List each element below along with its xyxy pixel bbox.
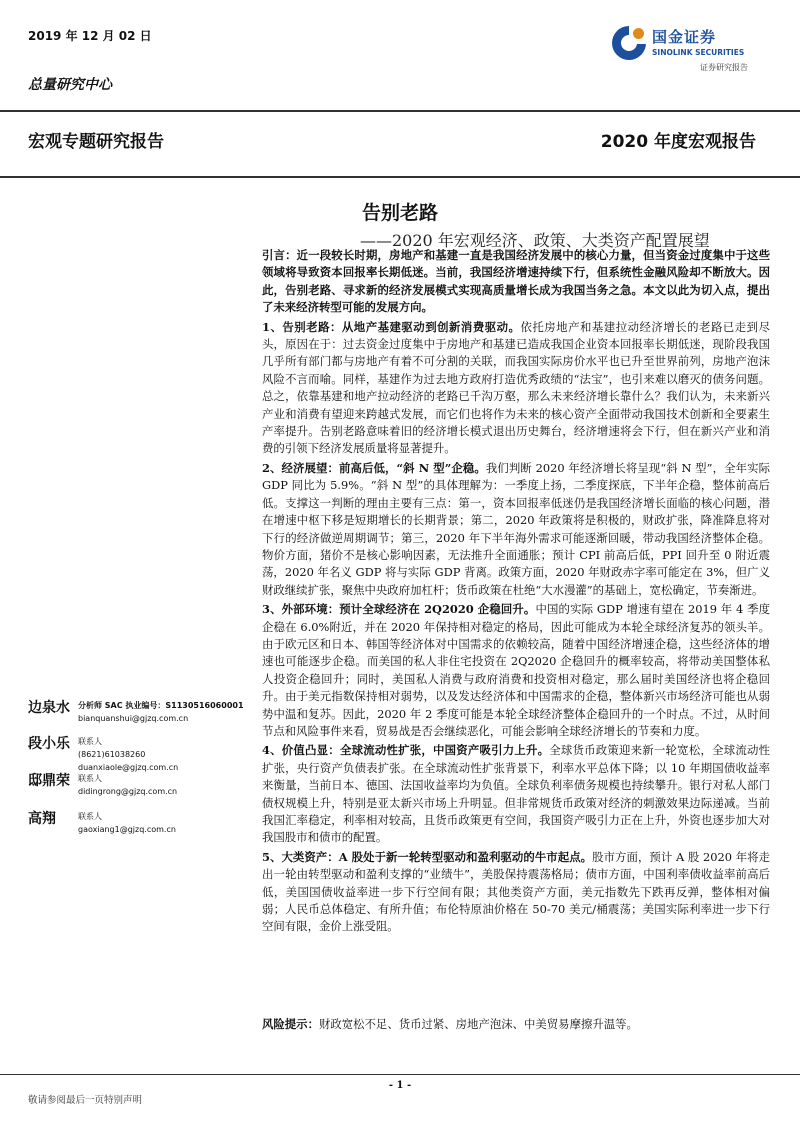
analyst-role: 分析师 SAC 执业编号：S1130516060001 <box>78 701 244 710</box>
analyst-role: 联系人 <box>78 812 102 821</box>
report-title: 告别老路 <box>361 202 438 224</box>
company-logo <box>612 24 772 68</box>
disclaimer-note: 敬请参阅最后一页特别声明 <box>28 1095 143 1106</box>
risk-warning <box>262 1016 770 1033</box>
section-heading: 5、大类资产：A 股处于新一轮转型驱动和盈利驱动的牛市起点。 <box>262 849 593 864</box>
section-text: 依托房地产和基建拉动经济增长的老路已走到尽头，原因在于：过去资金过度集中于房地产和基建已造成我国企业资本回报率长期低迷，现阶段我国几乎所有部门都与房地产有着不可分割的关联，而我国实际房价水平也已升至世界前列，房地产泡沫风险不言而喻。同样，基建作为过去地方政府打造优秀政绩的“法宝”，也引来难以磨灭的债务问题。总之，依靠基建和地产拉动经济的老路已千沟万壑，那么未来经济增长靠什么？我们认为，未来新兴产业和消费有望迎来跨越式发展，而它们也将作为未来的核心资产全面带动我国技术创新和全要素生产率提升。告别老路意味着旧的经济增长模式退出历史舞台，经济增速将会下行，但在新兴产业和消费的引领下经济发展质量将显著提升。 <box>262 319 770 456</box>
risk-text: 财政宽松不足、货币过紧、房地产泡沫、中美贸易摩擦升温等。 <box>318 1017 638 1031</box>
page-number: - 1 - <box>388 1080 412 1091</box>
logo-subtitle: 证券研究报告 <box>700 63 748 72</box>
section-heading: 1、告别老路：从地产基建驱动到创新消费驱动。 <box>262 319 521 334</box>
header-divider-bottom <box>0 176 800 178</box>
analyst-info <box>78 810 268 836</box>
logo-text-en: SINOLINK SECURITIES <box>652 48 745 57</box>
analyst-name: 边泉水 <box>28 700 70 716</box>
analyst-name: 邸鼎荣 <box>28 773 70 789</box>
analyst-info <box>78 772 268 798</box>
analyst-role: 联系人 <box>78 774 102 783</box>
analyst-email[interactable]: bianquanshui@gjzq.com.cn <box>78 714 189 723</box>
section-paragraph <box>262 849 770 936</box>
section-paragraph <box>262 742 770 846</box>
section-text: 股市方面，预计 A 股 2020 年将走出一轮由转型驱动和盈利支撑的“业绩牛”，美股保持震荡格局；债市方面，中国利率债收益率前高后低，美国国债收益率进一步下行空间有限；其他类资产方面，美元指数先下跌再反弹，整体相对偏弱；人民币总体稳定、有所升值；布伦特原油价格在 50-70 美元/桶震荡；美国实际利率进一步下行空间有限，金价上涨受阻。 <box>262 849 771 934</box>
section-paragraph <box>262 319 770 458</box>
section-heading: 2、经济展望：前高后低，“斜 N 型”企稳。 <box>262 460 486 475</box>
section-text: 我们判断 2020 年经济增长将呈现“斜 N 型”，全年实际 GDP 同比为 5.9%。“斜 N 型”的具体理解为：一季度上扬，二季度探底，下半年企稳，整体前高后低。支撑这一判断的理由主要有三点：第一，资本回报率低迷仍是我国经济增长面临的核心问题，潜在增速中枢下移是短期增长的长期背景；第二，2020 年政策将是积极的，财政扩张，降准降息将对下行的经济做逆周期调节；第三，2020 年下半年海外需求可能逐渐回暖，带动我国经济整体企稳。物价方面，猪价不是核心影响因素，无法推升全面通胀；预计 CPI 前高后低，PPI 回升至 0 附近震荡，2020 年名义 GDP 将与实际 GDP 背离。政策方面，2020 年财政赤字率可能定在 3%，但广义财政继续扩张，聚焦中央政府加杠杆；货币政策在杜绝“大水漫灌”的基础上，宽松确定，节奏渐进。 <box>262 460 770 597</box>
analyst-role: 联系人 <box>78 737 102 746</box>
section-paragraph <box>262 460 770 599</box>
footer-divider <box>0 1074 800 1075</box>
analyst-name: 段小乐 <box>28 736 70 752</box>
section-paragraph <box>262 601 770 740</box>
logo-mark-icon <box>612 26 646 60</box>
analyst-name: 高翔 <box>28 811 56 827</box>
section-heading: 4、价值凸显：全球流动性扩张，中国资产吸引力上升。 <box>262 743 550 758</box>
analyst-phone: (8621)61038260 <box>78 750 146 759</box>
report-type: 宏观专题研究报告 <box>28 132 164 152</box>
intro-paragraph <box>262 247 770 317</box>
logo-text-cn: 国金证券 <box>652 28 717 46</box>
section-heading: 3、外部环境：预计全球经济在 2Q2020 企稳回升。 <box>262 602 536 617</box>
analyst-email[interactable]: gaoxiang1@gjzq.com.cn <box>78 825 176 834</box>
report-date: 2019 年 12 月 02 日 <box>28 29 152 43</box>
section-text: 全球货币政策迎来新一轮宽松，全球流动性扩张，央行资产负债表扩张。在全球流动性扩张背景下，利率水平总体下降；以 10 年期国债收益率来衡量，当前日本、德国、法国收益率均为负值。全球负利率债务规模也持续攀升。银行对私人部门债权规模上升，特别是亚太新兴市场上升明显。但非常规货币政策对经济的刺激效果边际递减。当前我国汇率稳定，利率相对较高，且货币政策更有空间，我国资产吸引力正在上升，外资也逐步加大对我国股市和债市的配置。 <box>262 743 770 845</box>
analyst-info <box>78 699 268 725</box>
analyst-email[interactable]: duanxiaole@gjzq.com.cn <box>78 763 179 772</box>
research-center: 总量研究中心 <box>28 77 112 93</box>
intro-label: 引言： <box>262 248 297 262</box>
report-body <box>262 247 770 936</box>
header-divider-top <box>0 110 800 112</box>
section-text: 中国的实际 GDP 增速有望在 2019 年 4 季度企稳在 6.0%附近，并在 2020 年保持相对稳定的格局，因此可能成为本轮全球经济复苏的领头羊。由于欧元区和日本、韩国等经济体对中国需求的依赖较高，随着中国经济增速企稳，这些经济体的增速也可能逐步企稳。而美国的私人非住宅投资在 2Q2020 企稳回升的概率较高，将带动美国整体私人投资企稳回升；同时，美国私人消费与政府消费和投资相对稳定，那么届时美国经济也将企稳回升。由于美元指数保持相对弱势，以及发达经济体和中国需求的企稳，整体新兴市场经济可能也从弱势中温和复苏。因此，2020 年 2 季度可能是本轮全球经济整体企稳回升的一个时点。不过，从时间节点和风险事件来看，贸易战是否会继续恶化，可能会影响全球经济增长的节奏和力度。 <box>262 602 770 738</box>
report-year-label: 2020 年度宏观报告 <box>600 132 756 152</box>
intro-text: 近一段较长时期，房地产和基建一直是我国经济发展中的核心力量，但当资金过度集中于这些领域将导致资本回报率长期低迷。当前，我国经济增速持续下行，但系统性金融风险却不断放大。因此，告别老路、寻求新的经济发展模式实现高质量增长成为我国当务之急。本文以此为切入点，提出了未来经济转型可能的发展方向。 <box>262 248 770 315</box>
analyst-email[interactable]: didingrong@gjzq.com.cn <box>78 787 178 796</box>
risk-label: 风险提示： <box>262 1017 319 1031</box>
analyst-info <box>78 735 268 774</box>
report-subtitle: ——2020 年宏观经济、政策、大类资产配置展望 <box>360 231 710 250</box>
